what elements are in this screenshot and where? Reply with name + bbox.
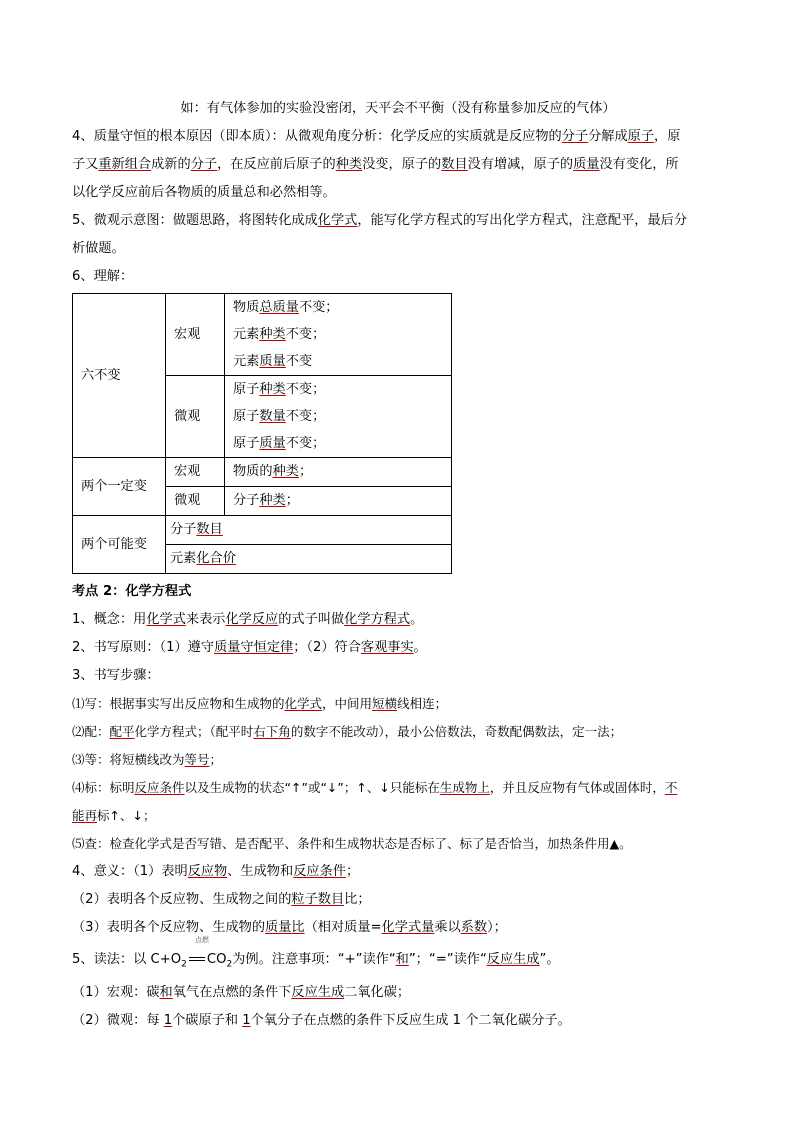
macro-items: 物质总质量不变； 元素种类不变； 元素质量不变 (225, 294, 452, 376)
section-title-k2: 考点 2：化学方程式 (72, 584, 192, 599)
reading-micro: （2）微观：每 1个碳原子和 1个氧分子在点燃的条件下反应生成 1 个二氧化碳分子。 (72, 1012, 571, 1028)
paragraph-4: 4、质量守恒的根本原因（即本质）：从微观角度分析：化学反应的实质就是反应物的分子分解成原子，原 子又重新组合成新的分子，在反应前后原子的种类没变，原子的数目没有增减，原子的质量没有变化，所 以化学反应前后各物质的质量总和必然相等。 (72, 129, 681, 200)
conservation-table (72, 293, 452, 574)
reaction-arrow: 点燃 (187, 946, 207, 974)
paragraph-6: 6、理解： (72, 269, 134, 284)
step-2: ⑵配：配平化学方程式；（配平时右下角的数字不能改动），最小公倍数法，奇数配偶数法，定一法； (72, 724, 623, 739)
paragraph-5: 5、微观示意图：做题思路，将图转化成成化学式，能写化学方程式的写出化学方程式，注意配平，最后分 析做题。 (72, 213, 688, 256)
reading-line: 5、读法：以 $C+O_2$ 点燃 $CO_2$为例。注意事项：“+”读作“和”；“=”读作“反应生成”。 (72, 946, 724, 979)
meaning-1: 4、意义：（1）表明反应物、生成物和反应条件； (72, 864, 360, 879)
macro-cell: 宏观 (166, 294, 225, 376)
step-5: ⑸查：检查化学式是否写错、是否配平、条件和生成物状态是否标了、标了是否恰当，加热条件用▲。 (72, 836, 632, 851)
may-change-1: 分子数目 (166, 516, 452, 545)
micro-cell: 微观 (166, 376, 225, 458)
step-1: ⑴写：根据事实写出反应物和生成物的化学式，中间用短横线相连； (72, 696, 448, 711)
principle-line: 2、书写原则：（1）遵守质量守恒定律；（2）符合客观事实。 (72, 640, 427, 655)
meaning-3: （3）表明各个反应物、生成物的质量比（相对质量=化学式量乘以系数）； (72, 920, 507, 935)
may-change-2: 元素化合价 (166, 545, 452, 574)
concept-line: 1、概念：用化学式来表示化学反应的式子叫做化学方程式。 (72, 612, 424, 627)
two-may-change-cell: 两个可能变 (73, 516, 166, 574)
micro-cell-2: 微观 (166, 487, 225, 516)
example-line: 如：有气体参加的实验没密闭，天平会不平衡（没有称量参加反应的气体） (180, 101, 616, 116)
micro-items: 原子种类不变； 原子数量不变； 原子质量不变； (225, 376, 452, 458)
macro-cell-2: 宏观 (166, 458, 225, 487)
reading-macro: （1）宏观：碳和氧气在点燃的条件下反应生成二氧化碳； (72, 984, 411, 1000)
step-3: ⑶等：将短横线改为等号； (72, 752, 223, 767)
steps-heading: 3、书写步骤： (72, 668, 160, 683)
meaning-2: （2）表明各个反应物、生成物之间的粒子数目比； (72, 892, 371, 907)
six-unchanged-cell: 六不变 (73, 294, 166, 458)
two-must-change-cell: 两个一定变 (73, 458, 166, 516)
must-change-micro: 分子种类； (225, 487, 452, 516)
document-page (72, 95, 724, 1035)
must-change-macro: 物质的种类； (225, 458, 452, 487)
step-4: ⑷标：标明反应条件以及生成物的状态“↑”或“↓”；↑、↓只能标在生成物上，并且反应物有气体或固体时，不 能再标↑、↓； (72, 780, 678, 823)
